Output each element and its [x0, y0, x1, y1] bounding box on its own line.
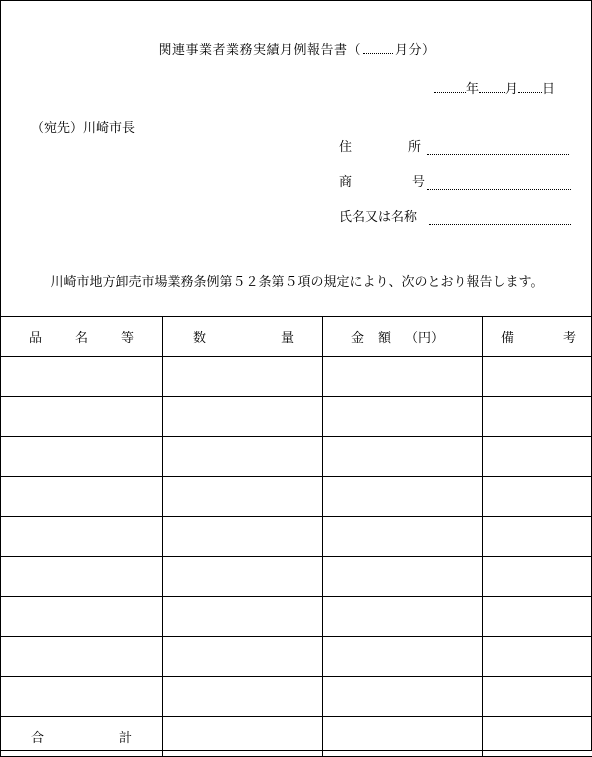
- amount-cell[interactable]: [323, 597, 483, 637]
- amount-cell[interactable]: [323, 477, 483, 517]
- remarks-cell[interactable]: [483, 477, 592, 517]
- header-item-1: 品: [29, 327, 42, 346]
- header-item-3: 等: [121, 327, 134, 346]
- quantity-cell[interactable]: [163, 357, 323, 397]
- header-amount: [323, 317, 483, 357]
- addressee: （宛先）川崎市長: [31, 117, 135, 136]
- header-item-2: 名: [75, 327, 88, 346]
- address-label: [339, 136, 427, 155]
- title-suffix: 月分）: [395, 43, 436, 58]
- item-cell[interactable]: [1, 557, 163, 597]
- trade-name-label-a: 商: [339, 175, 352, 190]
- item-cell[interactable]: [1, 677, 163, 717]
- trade-name-label-b: 号: [412, 175, 425, 190]
- item-cell[interactable]: [1, 437, 163, 477]
- header-remarks-2: 考: [563, 327, 576, 346]
- name-input-line[interactable]: [429, 212, 571, 225]
- statement-text: 川崎市地方卸売市場業務条例第５２条第５項の規定により、次のとおり報告します。: [1, 271, 592, 290]
- remarks-cell[interactable]: [483, 557, 592, 597]
- form-title: [1, 39, 592, 58]
- header-quantity: [163, 317, 323, 357]
- header-remarks-1: 備: [501, 327, 514, 346]
- quantity-cell[interactable]: [163, 637, 323, 677]
- month-blank[interactable]: [363, 41, 393, 54]
- address-input-line[interactable]: [427, 142, 569, 155]
- year-blank[interactable]: [434, 80, 466, 93]
- item-cell[interactable]: [1, 397, 163, 437]
- table-row: [1, 437, 592, 477]
- quantity-cell[interactable]: [163, 397, 323, 437]
- table-row: [1, 357, 592, 397]
- name-field: [339, 206, 571, 225]
- item-cell[interactable]: [1, 517, 163, 557]
- total-label-2: 計: [119, 727, 132, 746]
- table-row: [1, 597, 592, 637]
- amount-cell[interactable]: [323, 517, 483, 557]
- header-amount-3: （円）: [405, 327, 444, 346]
- name-label: 氏名又は名称: [339, 206, 429, 225]
- month-date-blank[interactable]: [479, 80, 505, 93]
- table-row: [1, 477, 592, 517]
- table-row: [1, 397, 592, 437]
- year-label: 年: [466, 82, 479, 97]
- quantity-cell[interactable]: [163, 677, 323, 717]
- date-line: [434, 78, 555, 97]
- quantity-cell[interactable]: [163, 557, 323, 597]
- remarks-cell[interactable]: [483, 397, 592, 437]
- remarks-cell[interactable]: [483, 517, 592, 557]
- header-remarks: [483, 317, 592, 357]
- amount-cell[interactable]: [323, 357, 483, 397]
- day-blank[interactable]: [518, 80, 542, 93]
- item-cell[interactable]: [1, 597, 163, 637]
- table-row: [1, 677, 592, 717]
- amount-cell[interactable]: [323, 397, 483, 437]
- table-row: [1, 517, 592, 557]
- table-row: [1, 557, 592, 597]
- title-prefix: 関連事業者業務実績月例報告書（: [158, 43, 361, 58]
- address-label-a: 住: [339, 140, 352, 155]
- item-cell[interactable]: [1, 637, 163, 677]
- header-amount-2: 額: [378, 327, 391, 346]
- remarks-cell[interactable]: [483, 637, 592, 677]
- amount-cell[interactable]: [323, 437, 483, 477]
- quantity-cell[interactable]: [163, 597, 323, 637]
- remarks-cell[interactable]: [483, 357, 592, 397]
- trade-name-input-line[interactable]: [427, 177, 571, 190]
- item-cell[interactable]: [1, 357, 163, 397]
- remarks-cell[interactable]: [483, 597, 592, 637]
- amount-cell[interactable]: [323, 557, 483, 597]
- address-field: [339, 136, 569, 155]
- header-item: [1, 317, 163, 357]
- item-cell[interactable]: [1, 477, 163, 517]
- amount-cell[interactable]: [323, 677, 483, 717]
- remarks-cell[interactable]: [483, 437, 592, 477]
- trade-name-label: [339, 171, 427, 190]
- table-row: [1, 637, 592, 677]
- header-quantity-1: 数: [193, 327, 206, 346]
- header-quantity-2: 量: [281, 327, 294, 346]
- day-label: 日: [542, 82, 555, 97]
- quantity-cell[interactable]: [163, 437, 323, 477]
- trade-name-field: [339, 171, 571, 190]
- address-label-b: 所: [408, 140, 421, 155]
- quantity-cell[interactable]: [163, 477, 323, 517]
- report-table: [0, 316, 592, 757]
- header-amount-1: 金: [351, 327, 364, 346]
- month-label: 月: [505, 82, 518, 97]
- quantity-cell[interactable]: [163, 517, 323, 557]
- total-label-1: 合: [31, 727, 44, 746]
- amount-cell[interactable]: [323, 637, 483, 677]
- remarks-cell[interactable]: [483, 677, 592, 717]
- table-header-row: [1, 317, 592, 357]
